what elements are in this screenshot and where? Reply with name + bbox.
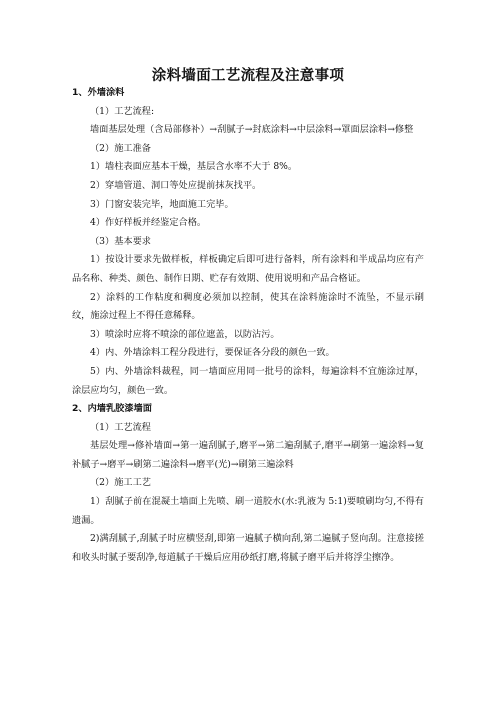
subheading-requirements: （3）基本要求 bbox=[90, 235, 151, 247]
subheading-process: （1）工艺流程 bbox=[90, 421, 151, 433]
list-item: 1）按设计要求先做样板，样板确定后即可进行备料，所有涂料和半成品均应有产品名称、种类、颜色、制作日期、贮存有效期、使用说明和产品合格证。 bbox=[72, 254, 424, 284]
list-item: 4）作好样板并经鉴定合格。 bbox=[90, 217, 207, 229]
document-title: 涂料墙面工艺流程及注意事项 bbox=[151, 68, 345, 84]
list-item: 3）门窗安装完毕，地面施工完毕。 bbox=[90, 198, 234, 210]
list-item: 2)满刮腻子,刮腻子时应横竖刮,即第一遍腻子横向刮,第二遍腻子竖向刮。注意接搓和收头时腻子要刮净,每道腻子干燥后应用砂纸打磨,将腻子磨平后并将浮尘擦净。 bbox=[72, 533, 424, 563]
document-body bbox=[72, 84, 424, 567]
paragraph-flow: 基层处理→修补墙面→第一遍刮腻子,磨平→第二遍刮腻子,磨平→刷第一遍涂料→复补腻子→磨平→刷第二遍涂料→磨平(光)→刷第三遍涂料 bbox=[72, 440, 424, 470]
list-item: 2）穿墙管道、洞口等处应提前抹灰找平。 bbox=[90, 179, 262, 191]
subheading-process: （1）工艺流程: bbox=[90, 105, 155, 117]
subheading-preparation: （2）施工准备 bbox=[90, 142, 151, 154]
list-item: 2）涂料的工作粘度和稠度必须加以控制，使其在涂料施涂时不流坠，不显示刷纹，施涂过程上不得任意稀释。 bbox=[72, 291, 424, 322]
subheading-technique: （2）施工工艺 bbox=[90, 477, 151, 489]
list-item: 1）刮腻子前在混凝土墙面上先喷、刷一道胶水(水:乳液为 5:1)要喷刷均匀,不得有遗漏。 bbox=[72, 496, 424, 526]
list-item: 3）喷涂时应将不喷涂的部位遮盖，以防沾污。 bbox=[90, 328, 280, 340]
list-item: 1）墙柱表面应基本干燥，基层含水率不大于 8%。 bbox=[90, 161, 298, 173]
section-heading-exterior: 1、外墙涂料 bbox=[72, 87, 125, 98]
list-item: 5）内、外墙涂料裁程，同一墙面应用同一批号的涂料，每遍涂料不宜施涂过厚，涂层应均匀，颜色一致。 bbox=[72, 365, 424, 396]
list-item: 4）内、外墙涂料工程分段进行，要保证各分段的颜色一致。 bbox=[90, 347, 335, 359]
section-heading-interior: 2、内墙乳胶漆墙面 bbox=[72, 403, 152, 415]
paragraph-flow: 墙面基层处理（含局部修补）→刮腻子→封底涂料→中层涂料→罩面层涂料→修整 bbox=[90, 124, 414, 136]
